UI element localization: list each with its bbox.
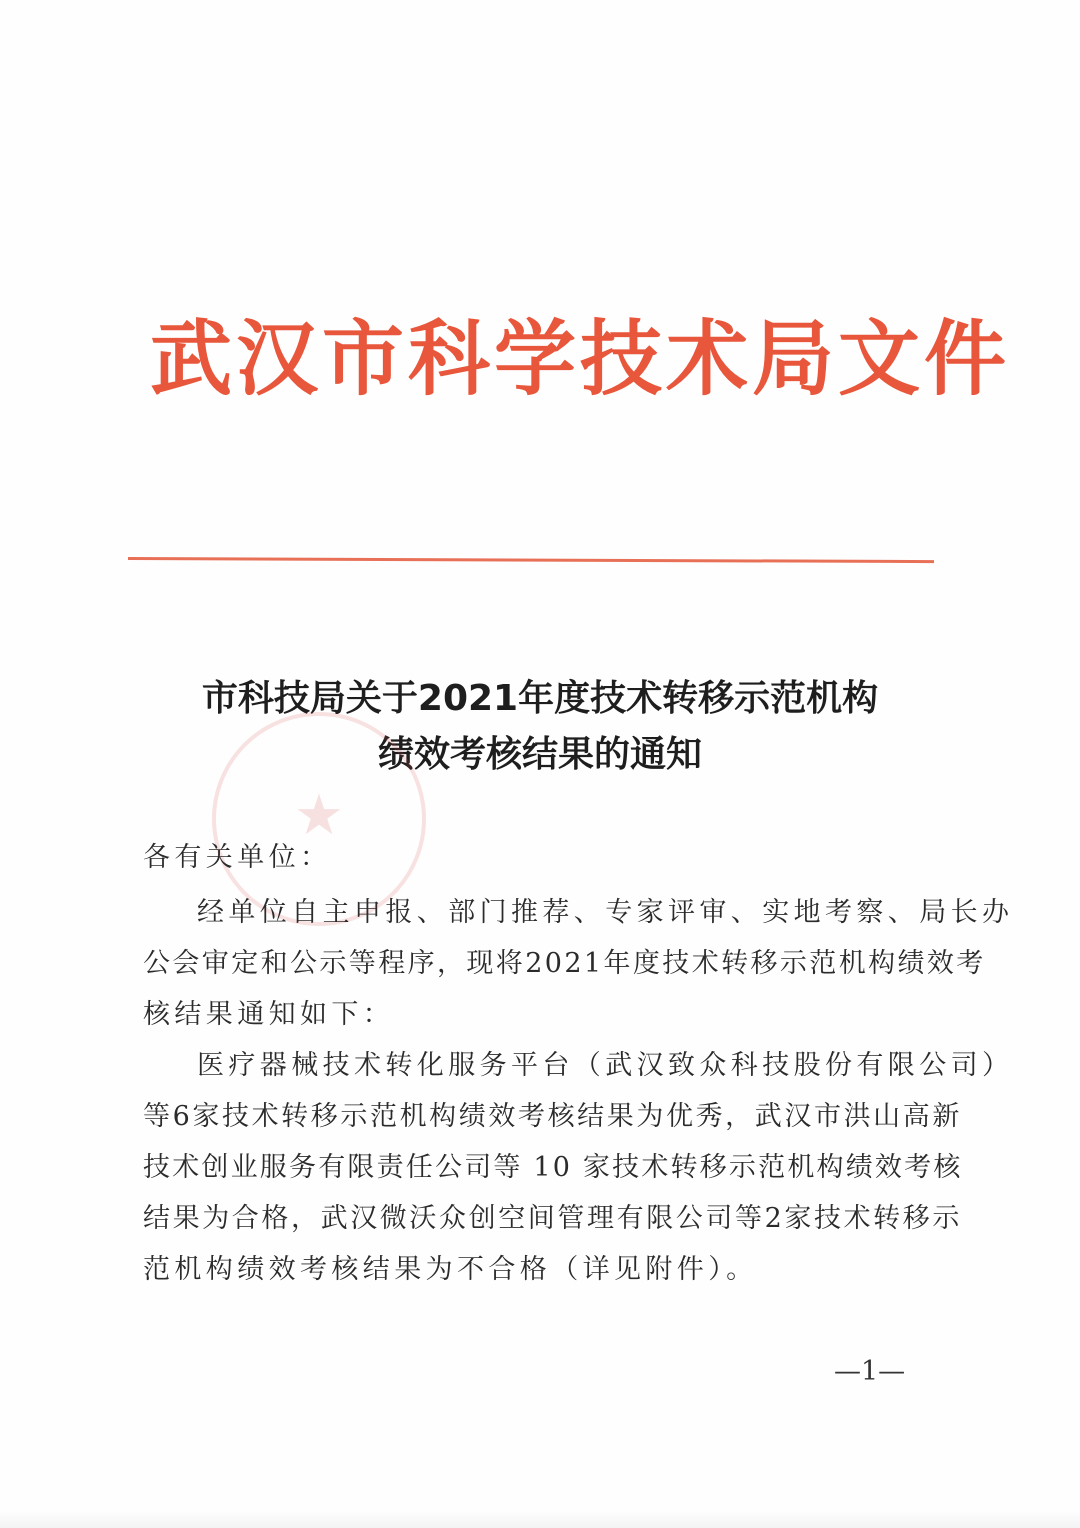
notice-title-line-2: 绩效考核结果的通知 [377, 734, 702, 775]
body-paragraph-2-line-2: 等6家技术转移示范机构绩效考核结果为优秀，武汉市洪山高新 [143, 1101, 962, 1132]
body-paragraph-1-line-2: 公会审定和公示等程序，现将2021年度技术转移示范机构绩效考 [143, 948, 986, 979]
body-paragraph-2-line-5: 范机构绩效考核结果为不合格（详见附件）。 [143, 1254, 758, 1285]
scan-bottom-edge [0, 1510, 1080, 1528]
body-paragraph-2-line-3: 技术创业服务有限责任公司等 10 家技术转移示范机构绩效考核 [143, 1152, 963, 1183]
salutation: 各有关单位： [143, 842, 332, 873]
official-seal-stamp [212, 712, 426, 926]
page-number: —1— [834, 1356, 906, 1387]
notice-title-line-1: 市科技局关于2021年度技术转移示范机构 [201, 678, 879, 719]
masthead-red-rule [128, 557, 934, 563]
body-paragraph-1-line-3: 核结果通知如下： [143, 999, 395, 1030]
masthead-title: 武汉市科学技术局文件 [150, 312, 1011, 407]
seal-star-icon: ★ [293, 783, 345, 848]
body-paragraph-2-line-4: 结果为合格，武汉微沃众创空间管理有限公司等2家技术转移示 [143, 1203, 962, 1234]
body-paragraph-2-line-1: 医疗器械技术转化服务平台（武汉致众科技股份有限公司） [197, 1050, 1014, 1081]
body-paragraph-1-line-1: 经单位自主申报、部门推荐、专家评审、实地考察、局长办 [197, 897, 1014, 928]
